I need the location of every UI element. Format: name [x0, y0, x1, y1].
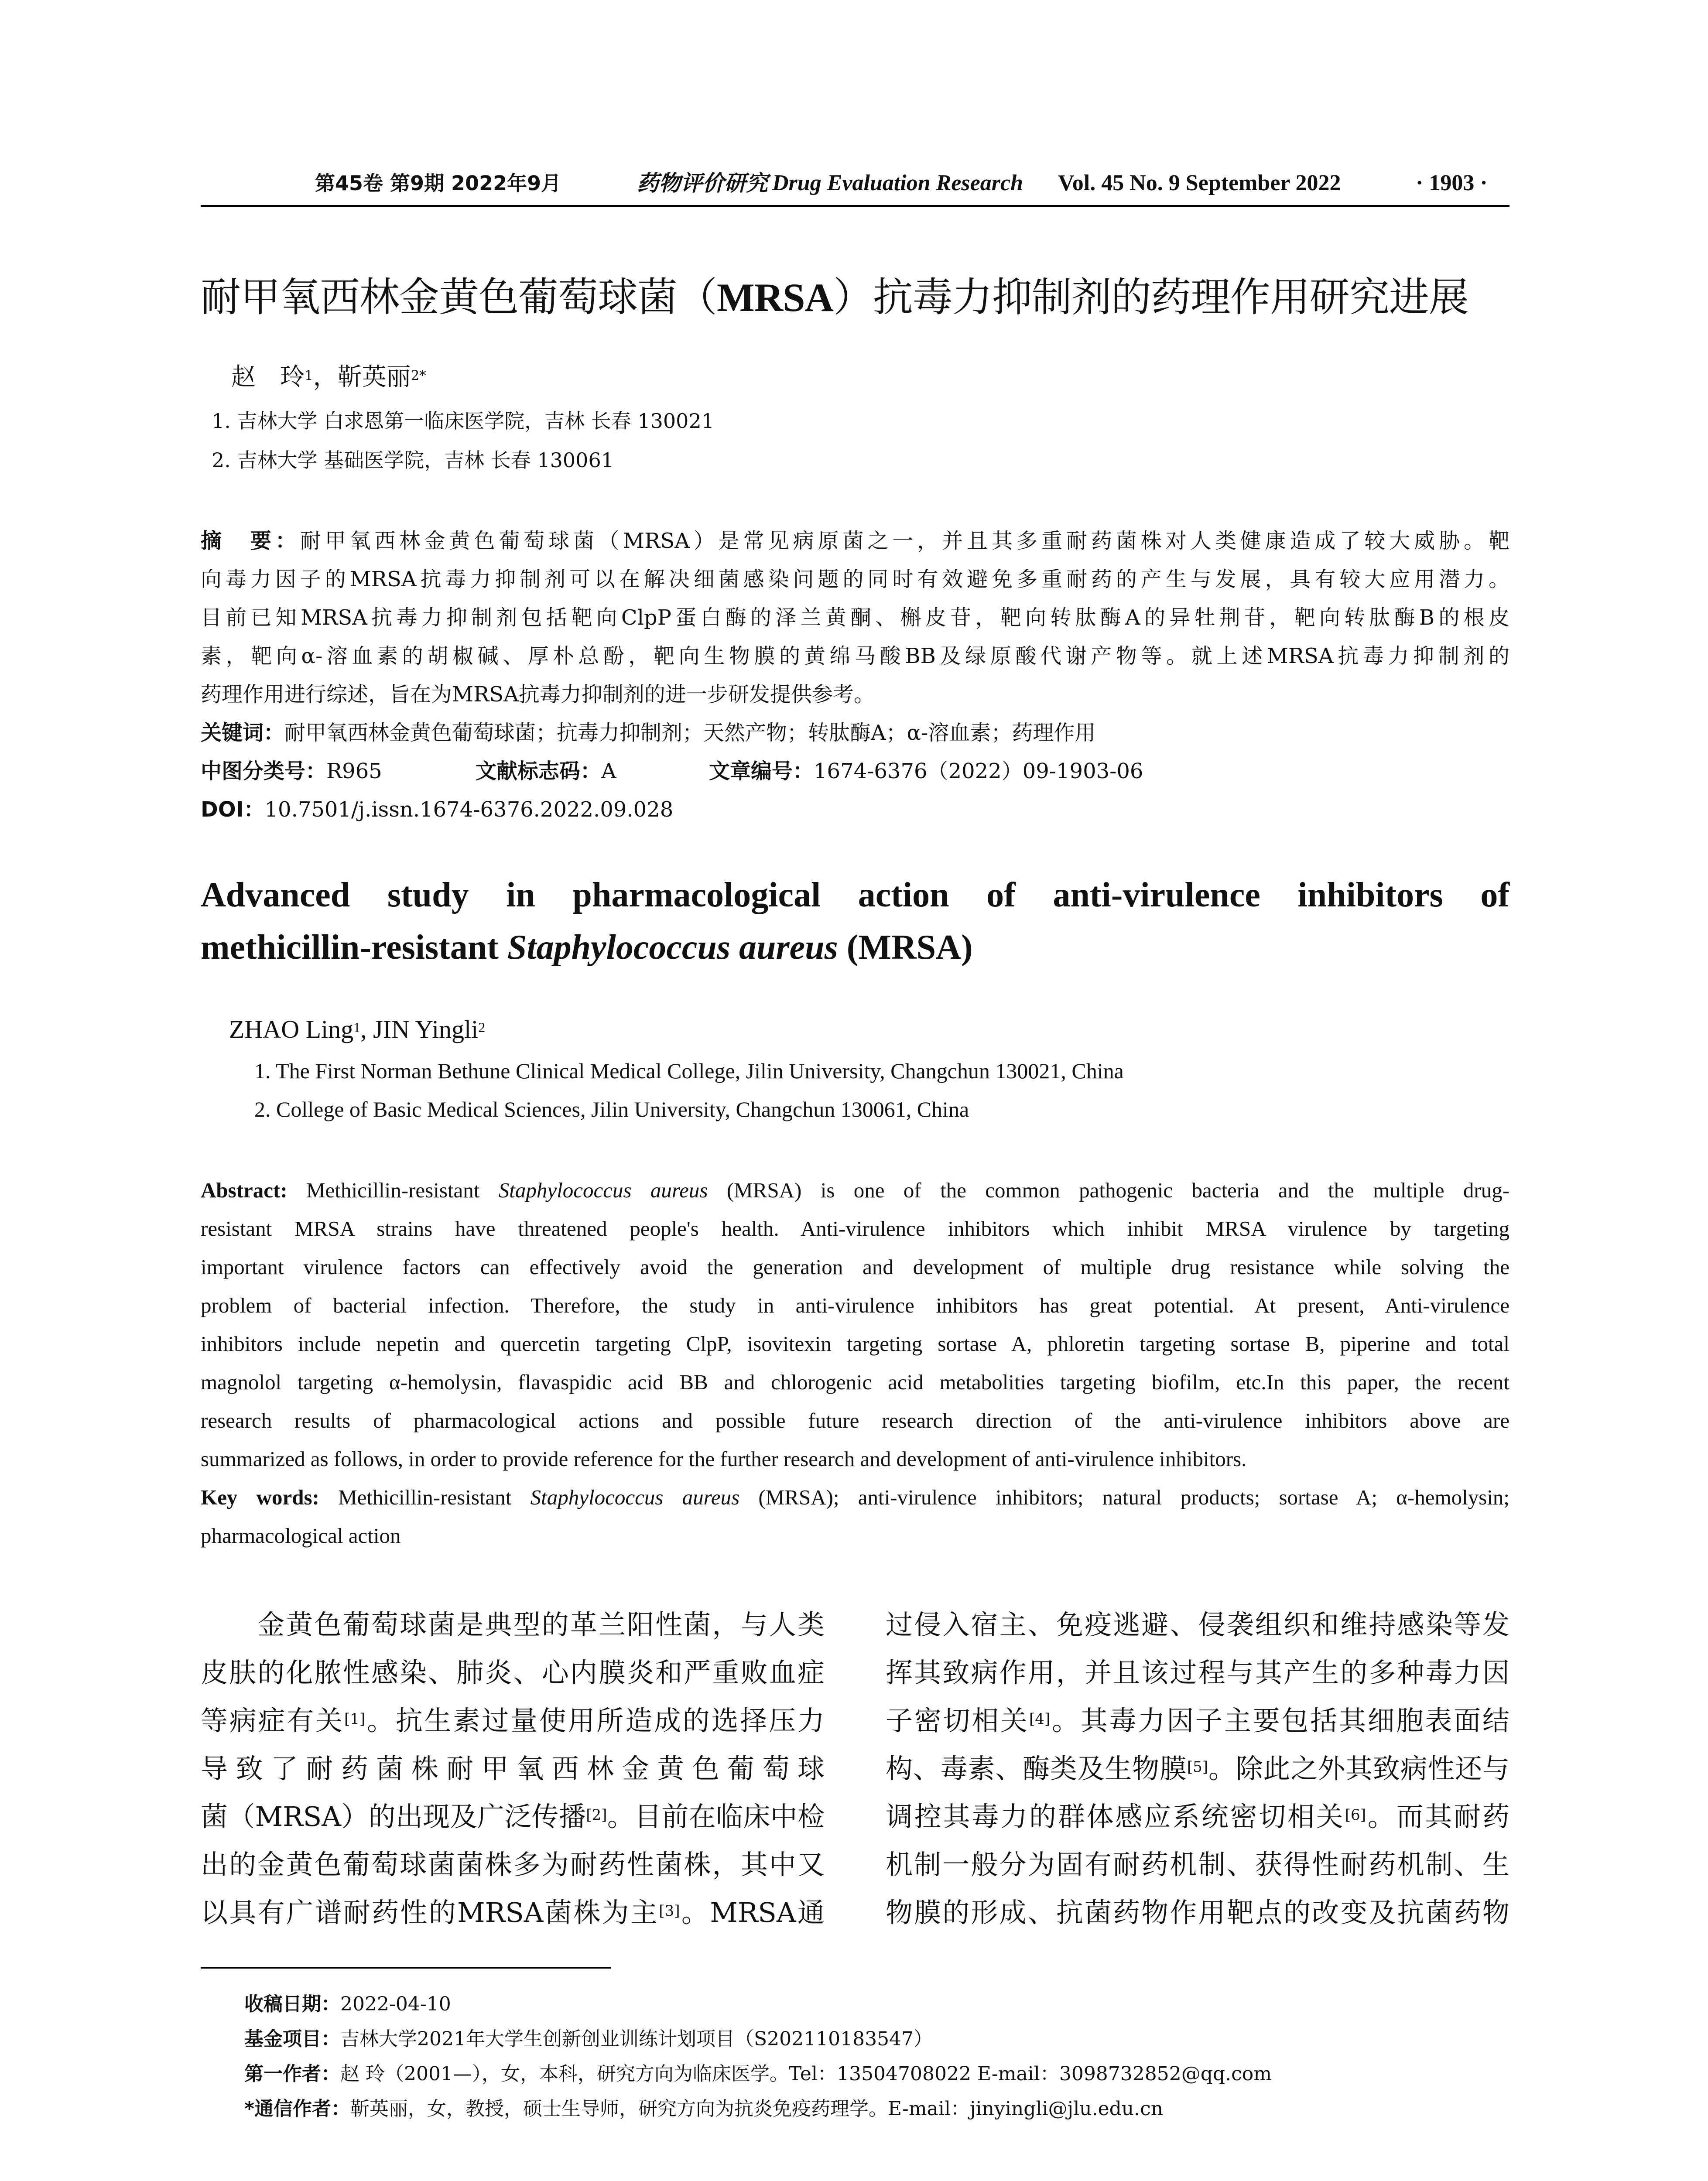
footnote-fund — [244, 2022, 933, 2057]
body-text: 菌（MRSA）的出现及广泛传播 — [201, 1801, 586, 1832]
abstract-en-pre: Methicillin-resistant — [287, 1178, 499, 1202]
body-line — [201, 1889, 825, 1937]
footnote-label: 基金项目： — [244, 2028, 340, 2050]
clc-label: 中图分类号： — [201, 759, 327, 783]
footnote-label: *通信作者： — [244, 2098, 351, 2120]
body-text: 皮肤的化脓性感染、肺炎、心内膜炎和严重败血症 — [201, 1657, 825, 1689]
title-en-line-2 — [201, 921, 1509, 974]
article-label: 文章编号： — [709, 759, 814, 783]
abstract-cn-line: 药理作用进行综述，旨在为MRSA抗毒力抑制剂的进一步研发提供参考。 — [201, 682, 875, 707]
body-text: 机制一般分为固有耐药机制、获得性耐药机制、生 — [886, 1849, 1509, 1880]
body-text: 构、毒素、酶类及生物膜 — [886, 1753, 1187, 1784]
keywords-en-line: pharmacological action — [201, 1524, 401, 1548]
affiliation-en-2: 2. College of Basic Medical Sciences, Jilin University, Changchun 130061, China — [254, 1097, 969, 1121]
affiliation-cn-2: 2. 吉林大学 基础医学院，吉林 长春 130061 — [212, 448, 614, 472]
abstract-cn-line: 目前已知MRSA抗毒力抑制剂包括靶向ClpP蛋白酶的泽兰黄酮、槲皮苷，靶向转肽酶A的异牡荆苷，靶向转肽酶B的根皮 — [201, 605, 1509, 630]
body-text: 过侵入宿主、免疫逃避、侵袭组织和维持感染等发 — [886, 1609, 1509, 1641]
title-en-italic: Staphylococcus aureus — [507, 928, 838, 967]
footnote-rule — [201, 1967, 611, 1969]
journal-logo-cn: 药物评价研究 — [637, 170, 768, 196]
running-header — [201, 166, 1509, 201]
title-en-post: (MRSA) — [838, 928, 973, 967]
body-text: 调控其毒力的群体感应系统密切相关 — [886, 1801, 1345, 1832]
body-text: 。目前在临床中检 — [607, 1801, 825, 1832]
body-line — [201, 1745, 825, 1793]
journal-name-en: Drug Evaluation Research — [772, 171, 1023, 195]
body-line — [886, 1697, 1509, 1745]
citation: [6] — [1345, 1806, 1366, 1824]
citation: [2] — [586, 1806, 607, 1824]
doc-code — [476, 752, 616, 790]
affiliation-cn-1: 1. 吉林大学 白求恩第一临床医学院，吉林 长春 130021 — [212, 409, 714, 433]
body-text: 金黄色葡萄球菌是典型的革兰阳性菌，与人类 — [201, 1609, 825, 1641]
body-line — [886, 1793, 1509, 1841]
body-line — [886, 1649, 1509, 1697]
abstract-cn-line: 向毒力因子的MRSA抗毒力抑制剂可以在解决细菌感染问题的同时有效避免多重耐药的产生与发展，具有较大应用潜力。 — [201, 567, 1509, 591]
body-text: 以具有广谱耐药性的MRSA菌株为主 — [201, 1897, 659, 1928]
abstract-en-line: magnolol targeting α-hemolysin, flavaspidic acid BB and chlorogenic acid metabolities targeting biofilm, etc.In this paper, the recent — [201, 1370, 1509, 1394]
title-cn — [201, 267, 1509, 328]
article-value: 1674-6376（2022）09-1903-06 — [814, 759, 1143, 783]
body-line — [886, 1889, 1509, 1937]
keywords-en-line — [201, 1478, 1509, 1517]
clc-value: R965 — [326, 759, 382, 783]
abstract-en-italic: Staphylococcus aureus — [498, 1178, 708, 1202]
footnote-text: 吉林大学2021年大学生创新创业训练计划项目（S202110183547） — [340, 2028, 933, 2050]
authors-cn — [231, 360, 426, 395]
doi-line — [201, 790, 673, 829]
authors-en — [229, 1012, 485, 1047]
footnote-first-author — [244, 2057, 1272, 2092]
author-2-cn: 靳英丽 — [337, 363, 411, 391]
body-text: 等病症有关 — [201, 1705, 344, 1737]
citation: [4] — [1029, 1710, 1051, 1728]
abstract-cn-line: 素，靶向α-溶血素的胡椒碱、厚朴总酚，靶向生物膜的黄绵马酸BB及绿原酸代谢产物等。就上述MRSA抗毒力抑制剂的 — [201, 644, 1509, 668]
footnote-label: 收稿日期： — [244, 1993, 340, 2015]
author-sep: ， — [313, 363, 338, 391]
abstract-cn-text: 耐甲氧西林金黄色葡萄球菌（MRSA）是常见病原菌之一，并且其多重耐药菌株对人类健康造成了较大威胁。靶 — [300, 529, 1509, 553]
author-1-cn: 赵 玲 — [231, 363, 305, 391]
page-number: · 1903 · — [1416, 171, 1488, 195]
doi-label: DOI： — [201, 797, 265, 822]
keywords-cn — [201, 714, 1095, 752]
body-line — [201, 1649, 825, 1697]
citation: [3] — [659, 1902, 680, 1920]
doc-label: 文献标志码： — [476, 759, 602, 783]
doc-value: A — [601, 759, 616, 783]
body-text: 子密切相关 — [886, 1705, 1029, 1737]
citation: [1] — [344, 1710, 366, 1728]
keywords-en-italic: Staphylococcus aureus — [530, 1485, 740, 1509]
doi-value: 10.7501/j.issn.1674-6376.2022.09.028 — [264, 797, 674, 822]
abstract-en-line: important virulence factors can effectively avoid the generation and development of multiple drug resistance while solving the — [201, 1255, 1509, 1279]
abstract-cn-line — [201, 522, 1509, 560]
author-2-sup: 2* — [411, 368, 426, 383]
body-line — [886, 1841, 1509, 1889]
abstract-en-line — [201, 1171, 1509, 1210]
keywords-en-pre: Methicillin-resistant — [319, 1485, 531, 1509]
article-number — [709, 752, 1143, 790]
footnote-text: 2022-04-10 — [340, 1993, 451, 2015]
body-line — [886, 1601, 1509, 1649]
body-line — [201, 1697, 825, 1745]
abstract-en-line: summarized as follows, in order to provide reference for the further research and development of anti-virulence inhibitors. — [201, 1447, 1247, 1471]
body-line — [886, 1745, 1509, 1793]
affiliation-en-1: 1. The First Norman Bethune Clinical Medical College, Jilin University, Changchun 130021, China — [254, 1059, 1124, 1083]
title-cn-pre: 耐甲氧西林金黄色葡萄球菌（ — [201, 274, 717, 321]
author-1-en: ZHAO Ling — [229, 1015, 354, 1043]
footnote-label: 第一作者： — [244, 2063, 340, 2085]
title-en-line-1: Advanced study in pharmacological action of anti-virulence inhibitors of — [201, 876, 1509, 914]
author-en-sep: , — [360, 1015, 373, 1043]
body-text: 挥其致病作用，并且该过程与其产生的多种毒力因 — [886, 1657, 1509, 1689]
title-cn-post: ）抗毒力抑制剂的药理作用研究进展 — [833, 274, 1468, 321]
keywords-en-post: (MRSA); anti-virulence inhibitors; natural products; sortase A; α-hemolysin; — [739, 1485, 1509, 1509]
body-text: 。其毒力因子主要包括其细胞表面结 — [1050, 1705, 1509, 1737]
abstract-en-line: inhibitors include nepetin and quercetin targeting ClpP, isovitexin targeting sortase A, phloretin targeting sortase B, piperine and total — [201, 1332, 1509, 1356]
body-text: 。MRSA通 — [680, 1897, 825, 1928]
classification-line — [201, 752, 382, 790]
author-1-sup: 1 — [305, 368, 313, 383]
author-1-en-sup: 1 — [353, 1020, 361, 1035]
body-text: 。而其耐药 — [1366, 1801, 1509, 1832]
volume-en: Vol. 45 No. 9 September 2022 — [1058, 171, 1341, 195]
abstract-en-line: research results of pharmacological actions and possible future research direction of the anti-virulence inhibitors above are — [201, 1408, 1509, 1432]
body-text: 导致了耐药菌株耐甲氧西林金黄色葡萄球 — [201, 1753, 825, 1784]
body-text: 。抗生素过量使用所造成的选择压力 — [365, 1705, 825, 1737]
abstract-en-line: resistant MRSA strains have threatened people's health. Anti-virulence inhibitors which inhibit MRSA virulence by targeting — [201, 1217, 1509, 1241]
author-2-en: JIN Yingli — [373, 1015, 479, 1043]
body-text: 出的金黄色葡萄球菌菌株多为耐药性菌株，其中又 — [201, 1849, 825, 1880]
citation: [5] — [1187, 1758, 1208, 1776]
author-2-en-sup: 2 — [478, 1020, 486, 1035]
issue-cn: 第45卷 第9期 2022年9月 — [315, 171, 561, 195]
title-en-pre: methicillin-resistant — [201, 928, 507, 967]
keywords-en-label: Key words: — [201, 1485, 319, 1509]
header-rule — [201, 205, 1509, 207]
abstract-en-post: (MRSA) is one of the common pathogenic bacteria and the multiple drug- — [708, 1178, 1509, 1202]
body-line — [201, 1793, 825, 1841]
footnote-text: 靳英丽，女，教授，硕士生导师，研究方向为抗炎免疫药理学。E-mail：jinyingli@jlu.edu.cn — [350, 2098, 1164, 2120]
abstract-en-line: problem of bacterial infection. Therefore, the study in anti-virulence inhibitors has great potential. At present, Anti-virulence — [201, 1293, 1509, 1317]
abstract-en-label: Abstract: — [201, 1178, 288, 1202]
keywords-cn-text: 耐甲氧西林金黄色葡萄球菌；抗毒力抑制剂；天然产物；转肽酶A；α-溶血素；药理作用 — [284, 721, 1096, 745]
body-text: 。除此之外其致病性还与 — [1208, 1753, 1509, 1784]
keywords-cn-label: 关键词： — [201, 721, 285, 745]
body-line — [201, 1601, 825, 1649]
body-line — [201, 1841, 825, 1889]
abstract-cn-label: 摘 要： — [201, 529, 300, 553]
footnote-received — [244, 1987, 451, 2022]
footnote-corresponding — [244, 2092, 1163, 2126]
footnote-text: 赵 玲（2001—），女，本科，研究方向为临床医学。Tel：13504708022 E-mail：3098732852@qq.com — [340, 2063, 1272, 2085]
title-cn-latin: MRSA — [717, 275, 833, 320]
body-text: 物膜的形成、抗菌药物作用靶点的改变及抗菌药物 — [886, 1897, 1509, 1928]
